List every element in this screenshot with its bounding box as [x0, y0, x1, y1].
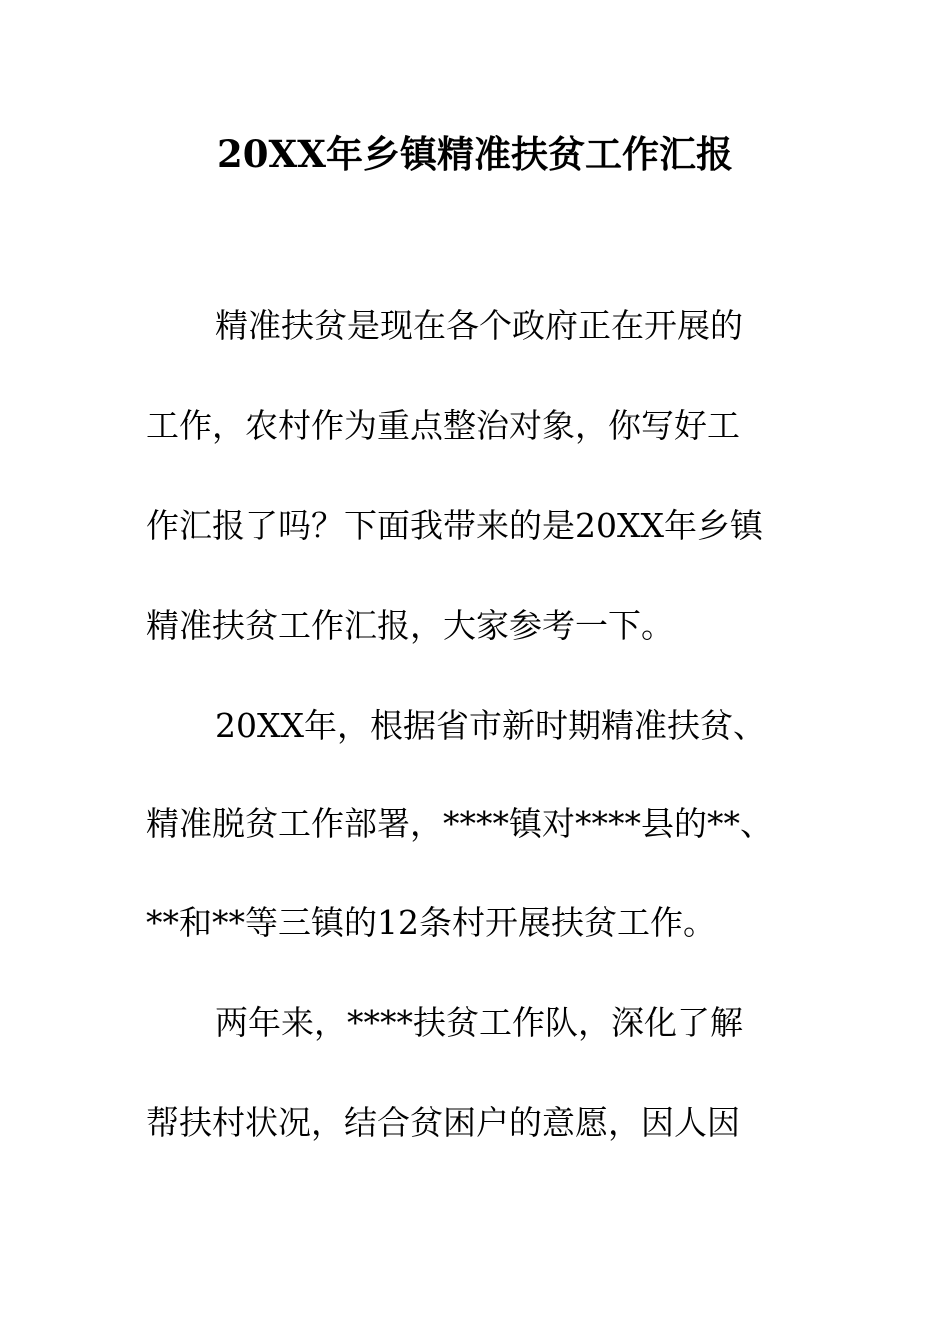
- paragraph-1-line-4: 精准扶贫工作汇报，大家参考一下。: [146, 606, 674, 645]
- paragraph-1-line-3: 作汇报了吗？下面我带来的是20XX年乡镇: [146, 506, 763, 545]
- paragraph-2-line-3: **和**等三镇的12条村开展扶贫工作。: [146, 903, 716, 942]
- paragraph-1-line-1: 精准扶贫是现在各个政府正在开展的: [215, 306, 743, 345]
- paragraph-2-line-2: 精准脱贫工作部署，****镇对****县的**、: [146, 804, 773, 843]
- document-title: 20XX年乡镇精准扶贫工作汇报: [217, 132, 733, 176]
- paragraph-3-line-1: 两年来，****扶贫工作队，深化了解: [215, 1003, 743, 1042]
- paragraph-3-line-2: 帮扶村状况，结合贫困户的意愿，因人因: [146, 1103, 740, 1142]
- paragraph-2-line-1: 20XX年，根据省市新时期精准扶贫、: [215, 706, 766, 745]
- paragraph-1-line-2: 工作，农村作为重点整治对象，你写好工: [146, 406, 740, 445]
